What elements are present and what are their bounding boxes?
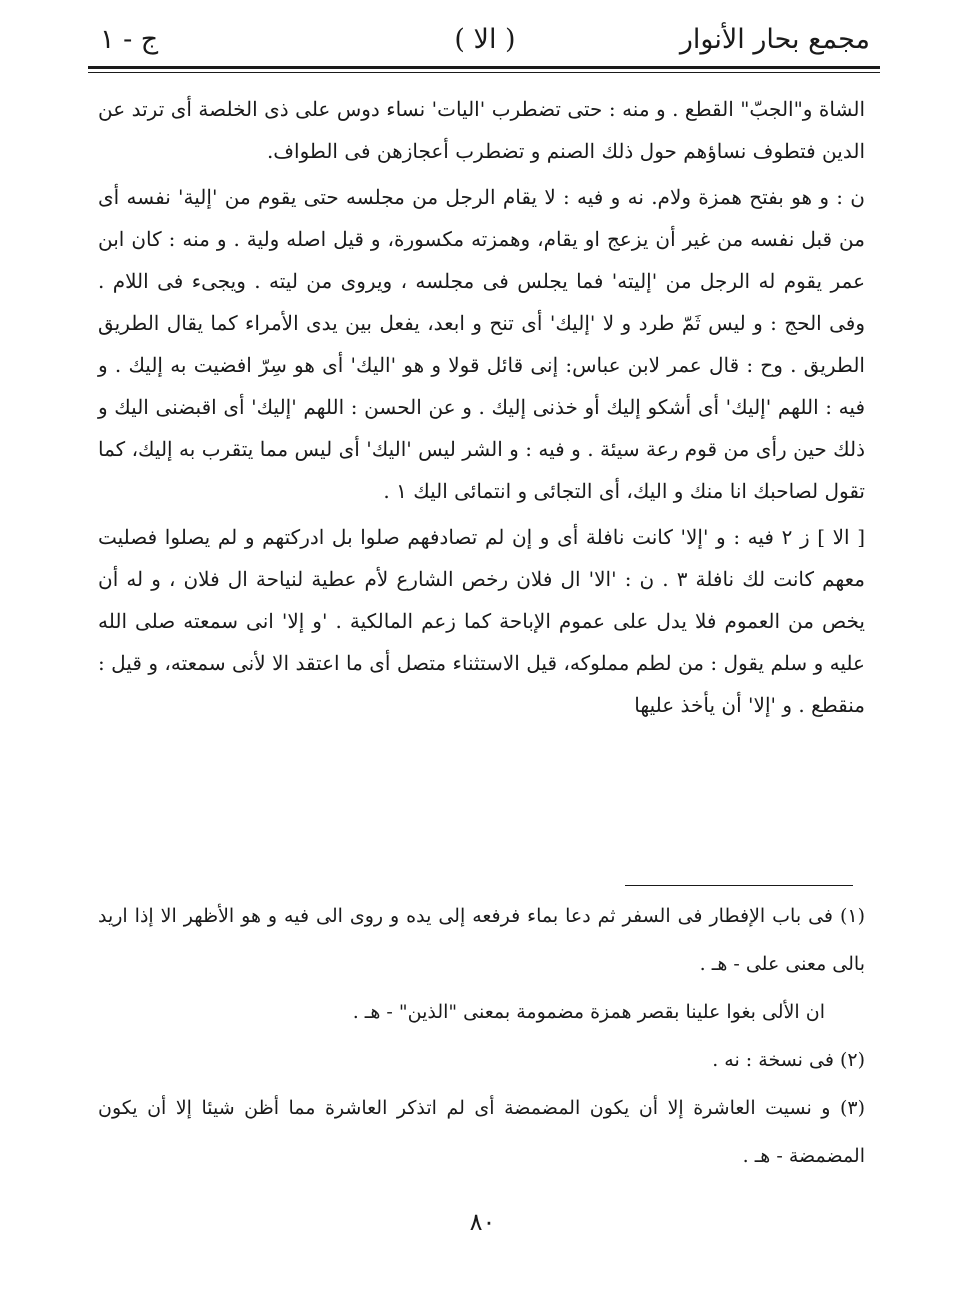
footnote-separator <box>625 885 853 886</box>
paragraph-3: [ الا ] ز ٢ فيه : و 'إلا' كانت نافلة أى و إن لم تصادفهم صلوا بل ادركتهم و لم يصلوا فصليت معهم كانت لك نافلة ٣ . ن : 'الا' ال فلان رخص الشارع لأم عطية لنياحة ال فلان ، و له أن يخص من العموم فلا يدل على عموم الإباحة كما زعم المالكية . 'و إلا' انى سمعته صلى الله عليه و سلم يقول : من لطم مملوكه، قيل الاستثناء متصل أى ما اعتقد الا لأنى سمعته، و قيل : منقطع . و 'إلا' أن يأخذ عليها <box>98 525 866 717</box>
paragraph-2: ن : و هو بفتح همزة ولام. نه و فيه : لا يقام الرجل من مجلسه حتى يقوم من 'إلية' نفسه أى من قبل نفسه من غير أن يزعج او يقام، وهمزته مكسورة، و قيل اصله ولية . و منه : كان ابن عمر يقوم له الرجل من 'إليته' فما يجلس فى مجلسه ، ويروى من ليته . ويجىء فى اللام . وفى الحج : و ليس ثَمّ طرد و لا 'إليك' أى تنح و ابعد، يفعل بين يدى الأمراء كما يقال الطريق الطريق . وح : قال عمر لابن عباس: إنى قائل قولا و هو 'اليك' أى هو سِرّ افضيت به إليك . و فيه : اللهم 'إليك' أى أشكو إليك أو خذنى إليك . و عن الحسن : اللهم 'إليك' أى اقبضنى اليك و ذلك حين رأى من قوم رعة سيئة . و فيه : و الشر ليس 'اليك' أى ليس مما يتقرب به إليك، كما تقول لصاحبك انا منك و اليك، أى التجائى و انتمائى اليك ١ . <box>98 185 865 503</box>
paragraph-1: الشاة و"الجبّ" القطع . و منه : حتى تضطرب 'اليات' نساء دوس على ذى الخلصة أى ترتد عن الدين فتطوف نساؤهم حول ذلك الصنم و تضطرب أعجازهن فى الطواف. <box>98 97 865 163</box>
header-rule-thick <box>88 66 880 69</box>
running-header <box>100 22 870 62</box>
footnote-2: (٢) فى نسخة : نه . <box>712 1049 865 1071</box>
entry-heading: ( الا ) <box>454 24 516 55</box>
main-text <box>98 88 865 726</box>
footnote-3: (٣) و نسيت العاشرة إلا أن يكون المضمضة أى لم اتذكر العاشرة مما أظن شيئا إلا أن يكون المضمضة - هـ . <box>98 1097 865 1167</box>
footnote-1-continuation: ان الألى بغوا علينا بقصر همزة مضمومة بمعنى "الذين" - هـ . <box>352 1001 825 1023</box>
book-title: مجمع بحار الأنوار <box>679 24 870 55</box>
footnotes <box>98 892 865 1180</box>
page-number: ٨٠ <box>469 1208 496 1236</box>
header-rule-thin <box>88 72 880 73</box>
footnote-1: (١) فى باب الإفطار فى السفر ثم دعا بماء فرفعه إلى يده و روى الى فيه و هو الأظهر الا إذا اريد بالى معنى على - هـ . <box>98 905 865 975</box>
volume-label: ج - ١ <box>100 24 159 55</box>
